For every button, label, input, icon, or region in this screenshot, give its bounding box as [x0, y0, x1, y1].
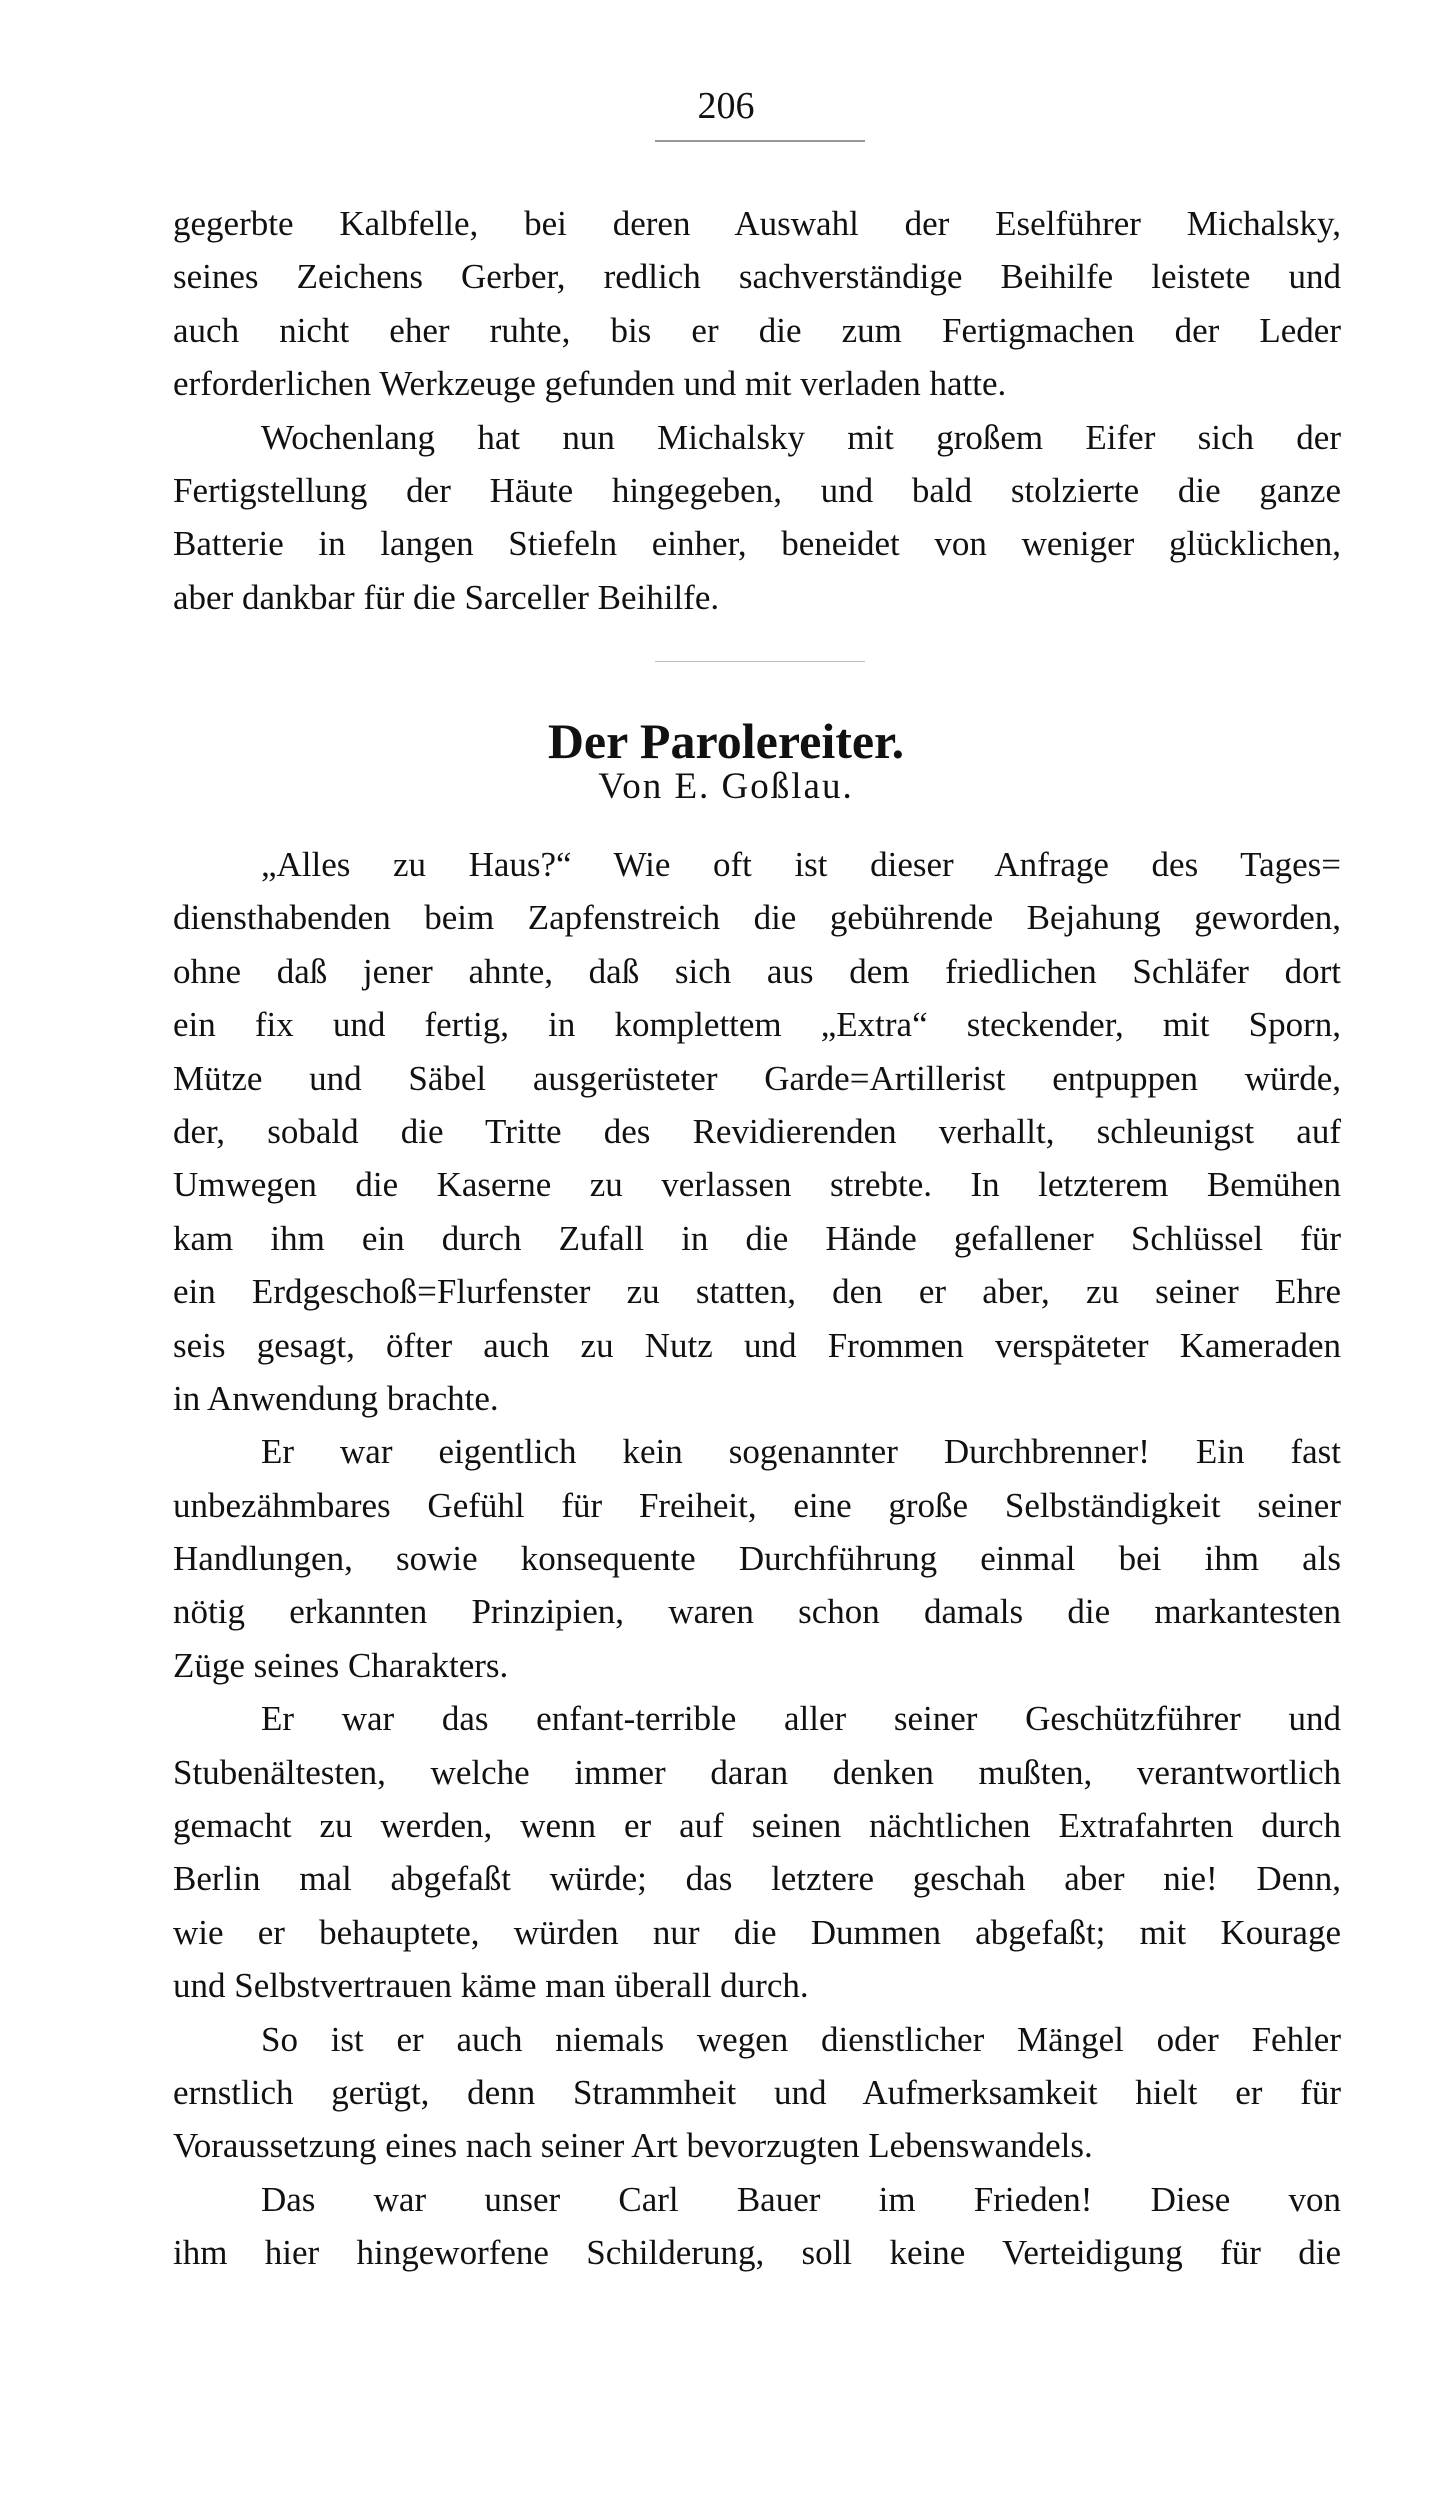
section-continued-text [173, 197, 1341, 624]
section-divider [655, 661, 865, 662]
text-line: „Alles zu Haus?“ Wie oft ist dieser Anfrage des Tages= [261, 845, 1341, 884]
text-line: Batterie in langen Stiefeln einher, beneidet von weniger glücklichen, [173, 524, 1341, 564]
text-line: ohne daß jener ahnte, daß sich aus dem friedlichen Schläfer dort [173, 951, 1341, 991]
text-line: Stubenältesten, welche immer daran denken mußten, verantwortlich [173, 1752, 1341, 1792]
text-line: der, sobald die Tritte des Revidierenden verhallt, schleunigst auf [173, 1111, 1341, 1151]
text-line: Berlin mal abgefaßt würde; das letztere geschah aber nie! Denn, [173, 1859, 1341, 1899]
text-line: seis gesagt, öfter auch zu Nutz und Frommen verspäteter Kameraden [173, 1325, 1341, 1365]
text-line: gegerbte Kalbfelle, bei deren Auswahl der Eselführer Michalsky, [173, 204, 1341, 243]
text-line: aber dankbar für die Sarceller Beihilfe. [173, 577, 720, 617]
text-line: erforderlichen Werkzeuge gefunden und mit verladen hatte. [173, 364, 1007, 404]
text-line: diensthabenden beim Zapfenstreich die gebührende Bejahung geworden, [173, 898, 1341, 938]
text-line: Das war unser Carl Bauer im Frieden! Diese von [261, 2179, 1341, 2219]
text-line: ein Erdgeschoß=Flurfenster zu statten, den er aber, zu seiner Ehre [173, 1272, 1341, 1312]
text-line: unbezähmbares Gefühl für Freiheit, eine große Selbständigkeit seiner [173, 1485, 1341, 1525]
text-line: Wochenlang hat nun Michalsky mit großem Eifer sich der [261, 417, 1341, 457]
text-line: und Selbstvertrauen käme man überall durch. [173, 1966, 809, 2006]
text-line: Fertigstellung der Häute hingegeben, und bald stolzierte die ganze [173, 470, 1341, 510]
page-number: 206 [697, 85, 755, 127]
text-line: Voraussetzung eines nach seiner Art bevorzugten Lebenswandels. [173, 2126, 1093, 2166]
text-line: in Anwendung brachte. [173, 1378, 499, 1418]
text-line: Handlungen, sowie konsequente Durchführung einmal bei ihm als [173, 1539, 1341, 1579]
text-line: ernstlich gerügt, denn Strammheit und Aufmerksamkeit hielt er für [173, 2072, 1341, 2112]
text-line: seines Zeichens Gerber, redlich sachverständige Beihilfe leistete und [173, 257, 1341, 297]
text-line: ein fix und fertig, in komplettem „Extra“ steckender, mit Sporn, [173, 1005, 1341, 1045]
text-line: Züge seines Charakters. [173, 1645, 509, 1685]
text-line: ihm hier hingeworfene Schilderung, soll keine Verteidigung für die [173, 2233, 1341, 2273]
text-line: wie er behauptete, würden nur die Dummen abgefaßt; mit Kourage [173, 1912, 1341, 1952]
text-line: So ist er auch niemals wegen dienstlicher Mängel oder Fehler [261, 2019, 1341, 2059]
text-line: Er war eigentlich kein sogenannter Durchbrenner! Ein fast [261, 1432, 1341, 1472]
text-line: Umwegen die Kaserne zu verlassen strebte. In letzterem Bemühen [173, 1165, 1341, 1205]
text-line: Er war das enfant-terrible aller seiner Geschützführer und [261, 1699, 1341, 1739]
text-line: Mütze und Säbel ausgerüsteter Garde=Artillerist entpuppen würde, [173, 1058, 1341, 1098]
header-rule [655, 140, 865, 142]
text-line: auch nicht eher ruhte, bis er die zum Fertigmachen der Leder [173, 310, 1341, 350]
text-line: gemacht zu werden, wenn er auf seinen nächtlichen Extrafahrten durch [173, 1806, 1341, 1846]
article-body [173, 838, 1341, 2280]
article-author: Von E. Goßlau. [598, 766, 854, 807]
text-line: kam ihm ein durch Zufall in die Hände gefallener Schlüssel für [173, 1218, 1341, 1258]
article-title: Der Parolereiter. [547, 713, 905, 769]
text-line: nötig erkannten Prinzipien, waren schon damals die markantesten [173, 1592, 1341, 1632]
